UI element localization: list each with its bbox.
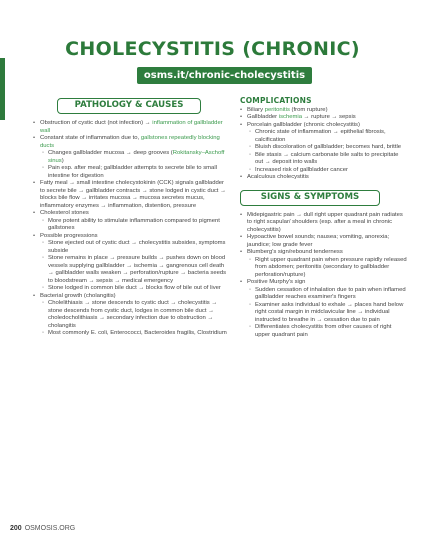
list-item: [33, 210, 229, 233]
sub-list-item: [42, 165, 229, 180]
list-item: [33, 180, 229, 210]
item-text: Pain esp. after meal; gallbladder attempts to secrete bile to small intestine for digestion: [48, 165, 217, 179]
item-text: Examiner asks individual to exhale → places hand below right costal margin in midclavicular line → individual instructed to breathe in → cessation due to pain: [255, 301, 404, 323]
item-text: Hypoactive bowel sounds; nausea; vomiting, anorexia; jaundice; low grade fever: [247, 234, 390, 248]
item-text: Stone ejected out of cystic duct → cholecystitis subsides, symptoms subside: [48, 240, 226, 254]
item-text: Midepigastric pain → dull right upper quadrant pain radiates to right scapular/ shoulders (esp. after a meal in chronic cholecystitis): [247, 211, 403, 233]
sub-list-item: [249, 167, 408, 175]
symptoms-list: [240, 212, 408, 340]
list-item: [240, 249, 408, 279]
item-text: Most commonly E. coli, Enterococci, Bacteroides fragilis, Clostridium: [48, 330, 227, 336]
complications-title: COMPLICATIONS: [240, 96, 312, 105]
highlight-term: gallstones repeatedly blocking ducts: [40, 135, 220, 149]
page-title: CHOLECYSTITIS (CHRONIC): [65, 38, 360, 60]
sub-list-item: [249, 257, 408, 280]
sub-list-item: [42, 255, 229, 285]
item-text: Stone remains in place → pressure builds → pushes down on blood vessels supplying gallbladder → ischemia → gangrenous cell death → gallbladder walls weaken → perforation/rupture → bacteria seeds to bloodstream → sepsis → medical emergency: [48, 255, 227, 284]
side-tab: [0, 58, 5, 120]
list-item: [240, 212, 408, 235]
sub-list: [249, 287, 408, 340]
list-item: [240, 174, 408, 182]
item-text: Differentiates cholecystitis from other causes of right upper quadrant pain: [255, 324, 392, 338]
item-text: Gallbladder: [247, 114, 279, 120]
list-item: [33, 233, 229, 293]
sub-list: [249, 129, 408, 174]
page-number: 200: [10, 525, 22, 532]
item-text: Sudden cessation of inhalation due to pain when inflamed gallbladder reaches examiner's fingers: [255, 286, 406, 300]
item-text: Positive Murphy's sign: [247, 279, 306, 285]
item-text: Cholelithiasis → stone descends to cystic duct → cholecystitis → stone descends from cystic duct, lodges in common bile duct → choledocholithiasis → secondary infection due to obstruction → cholangitis: [48, 300, 218, 329]
sub-list-item: [42, 285, 229, 293]
list-item: [240, 279, 408, 339]
sub-list-item: [249, 302, 408, 325]
right-column: [240, 97, 408, 339]
highlight-term: inflammation of gallbladder wall: [40, 120, 223, 134]
item-text: Porcelain gallbladder (chronic cholecystitis): [247, 121, 360, 128]
page-footer: [10, 525, 75, 532]
pathology-banner: PATHOLOGY & CAUSES: [57, 98, 201, 114]
item-text: Blumberg's sign/rebound tenderness: [247, 249, 343, 255]
item-text: Bacterial growth (cholangitis): [40, 292, 116, 299]
item-text: Acalculous cholecystitis: [247, 174, 309, 180]
list-item: [240, 122, 408, 175]
item-text: Obstruction of cystic duct (not infection) →: [40, 120, 153, 126]
item-text: Chronic state of inflammation → epithelial fibrosis, calcification: [255, 129, 386, 143]
item-text: Right upper quadrant pain when pressure rapidly released from abdomen; peritonitis (secondary to gallbladder perforation/rupture): [255, 256, 407, 278]
item-text: Fatty meal → small intestine cholecystokinin (CCK) signals gallbladder to secrete bile → gallbladder contracts → stone lodged in cystic duct → blocks bile flow → irritates mucosa → mucosa secretes mucus, inflammatory enzymes → inflammation, distention, pressure: [40, 180, 226, 209]
sub-list-item: [249, 324, 408, 339]
sub-list-item: [249, 152, 408, 167]
sub-list: [42, 150, 229, 180]
site-name: OSMOSIS.ORG: [24, 525, 76, 532]
list-item: [33, 293, 229, 338]
item-text-tail: (from rupture): [289, 106, 328, 113]
sub-list-item: [42, 330, 229, 338]
item-text: Stone lodged in common bile duct → blocks flow of bile out of liver: [48, 285, 221, 291]
url-banner[interactable]: osms.it/chronic-cholecystitis: [137, 67, 312, 84]
list-item: [240, 234, 408, 249]
pathology-list: [33, 120, 229, 338]
item-text: Bile stasis → calcium carbonate bile salts to precipitate out → deposit into walls: [255, 151, 399, 165]
sub-list-item: [42, 218, 229, 233]
item-text-tail: → rupture → sepsis: [302, 114, 356, 120]
item-text: Bluish discoloration of gallbladder; becomes hard, brittle: [255, 144, 402, 150]
item-text: Increased risk of gallbladder cancer: [255, 166, 348, 173]
item-text: Cholesterol stones: [40, 210, 89, 216]
symptoms-banner: SIGNS & SYMPTOMS: [240, 190, 380, 206]
highlight-term: Rokitansky–Aschoff sinus: [48, 150, 225, 164]
list-item: [33, 135, 229, 180]
sub-list-item: [249, 287, 408, 302]
pathology-column: [33, 98, 229, 338]
sub-list-item: [42, 150, 229, 165]
complications-list: [240, 107, 408, 182]
item-text: Constant state of inflammation due to,: [40, 135, 141, 141]
list-item: [240, 114, 408, 122]
sub-list: [42, 300, 229, 338]
sub-list-item: [249, 144, 408, 152]
item-text: Changes gallbladder mucosa → deep grooves (: [48, 150, 173, 156]
list-item: [33, 120, 229, 135]
item-text: More potent ability to stimulate inflammation compared to pigment gallstones: [48, 217, 220, 231]
sub-list: [42, 240, 229, 293]
item-text: Biliary: [247, 106, 265, 113]
highlight-term: peritonitis: [264, 106, 290, 113]
sub-list-item: [249, 129, 408, 144]
item-text: Possible progressions: [40, 232, 98, 239]
highlight-term: ischemia: [278, 114, 303, 120]
sub-list-item: [42, 240, 229, 255]
sub-list: [42, 218, 229, 233]
sub-list-item: [42, 300, 229, 330]
list-item: [240, 107, 408, 115]
item-text-tail: ): [61, 157, 64, 164]
sub-list: [249, 257, 408, 280]
